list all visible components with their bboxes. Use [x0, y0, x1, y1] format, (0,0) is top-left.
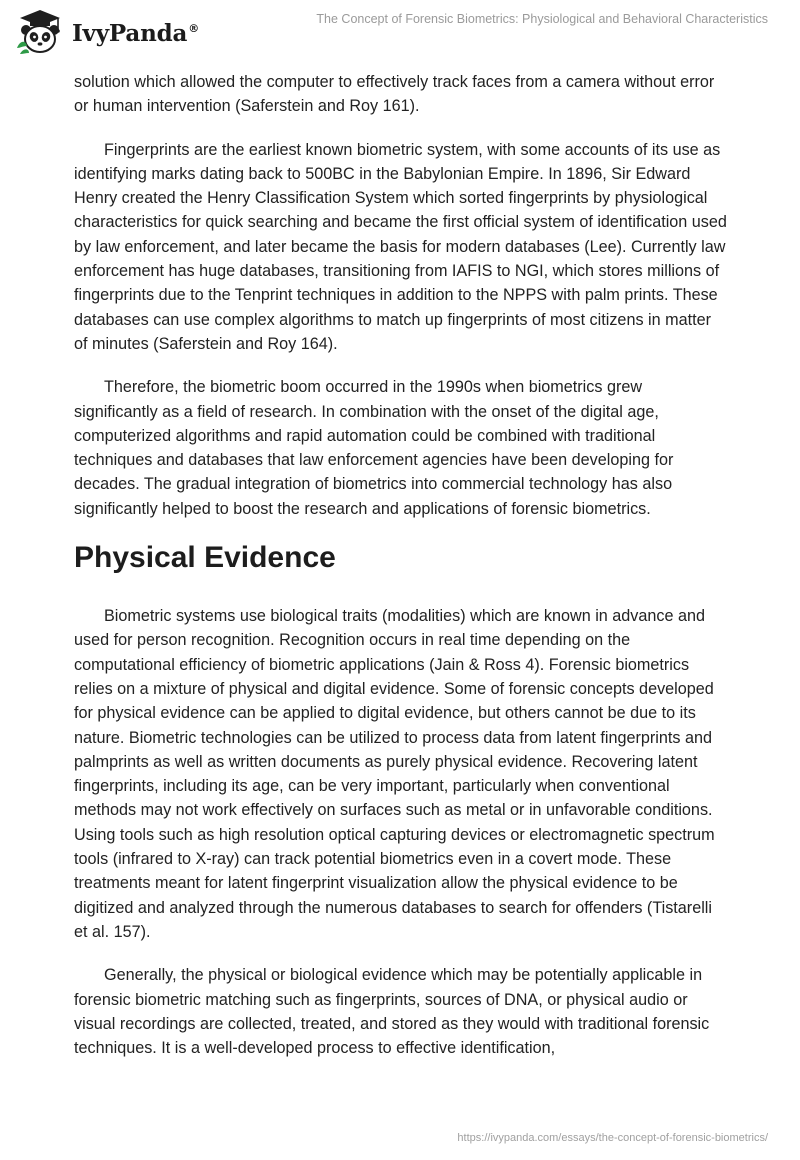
section-heading-physical-evidence: Physical Evidence — [74, 541, 336, 575]
paragraph-biometric-boom: Therefore, the biometric boom occurred in the 1990s when biometrics grew significantly as a field of research. In combination with the onset of the digital age, computerized algorithms and rapid automation could be combined with traditional techniques and databases that law enforcement agencies have been developing for decades. The gradual integration of biometrics into commercial technology has also significantly helped to boost the research and applications of forensic biometrics. — [74, 378, 674, 518]
document-title: The Concept of Forensic Biometrics: Physiological and Behavioral Characteristics — [316, 12, 768, 26]
brand-name: IvyPanda® — [72, 19, 199, 47]
paragraph-generally: Generally, the physical or biological evidence which may be potentially applicable in forensic biometric matching such as fingerprints, sources of DNA, or physical audio or visual recordings are collected, treated, and stored as they would with traditional forensic techniques. It is a well-developed process to effective identification, — [74, 966, 710, 1058]
essay-content — [74, 70, 728, 1079]
source-url-link[interactable]: https://ivypanda.com/essays/the-concept-of-forensic-biometrics/ — [457, 1132, 768, 1144]
paragraph-biometric-systems: Biometric systems use biological traits (modalities) which are known in advance and used for person recognition. Recognition occurs in real time depending on the computational efficiency of biometric applications (Jain & Ross 4). Forensic biometrics relies on a mixture of physical and digital evidence. Some of forensic concepts developed for physical evidence can be applied to digital evidence, but others cannot be due to its nature. Biometric technologies can be utilized to process data from latent fingerprints and palmprints as well as written documents as purely physical evidence. Recovering latent fingerprints, including its age, can be very important, particularly when conventional methods may not work effectively on surfaces such as metal or in unfavorable conditions. Using tools such as high resolution optical capturing devices or electromagnetic spectrum tools (infrared to X-ray) can track potential biometrics even in a covert mode. These treatments meant for latent fingerprint visualization allow the physical evidence to be digitized and analyzed through the numerous databases to search for offenders (Tistarelli et al. 157). — [74, 607, 715, 941]
paragraph-continuation: solution which allowed the computer to effectively track faces from a camera without error or human intervention (Saferstein and Roy 161). — [74, 73, 715, 116]
brand-logo[interactable] — [14, 8, 199, 56]
panda-logo-icon — [14, 8, 66, 56]
page-header — [0, 0, 800, 60]
paragraph-fingerprints: Fingerprints are the earliest known biometric system, with some accounts of its use as identifying marks dating back to 500BC in the Babylonian Empire. In 1896, Sir Edward Henry created the Henry Classification System which sorted fingerprints by physiological characteristics for quick searching and became the first official system of identification used by law enforcement, and later became the basis for modern databases (Lee). Currently law enforcement has huge databases, transitioning from IAFIS to NGI, which stores millions of fingerprints due to the Tenprint techniques in addition to the NPPS with palm prints. These databases can use complex algorithms to match up fingerprints of most citizens in matter of minutes (Saferstein and Roy 164). — [74, 140, 727, 353]
